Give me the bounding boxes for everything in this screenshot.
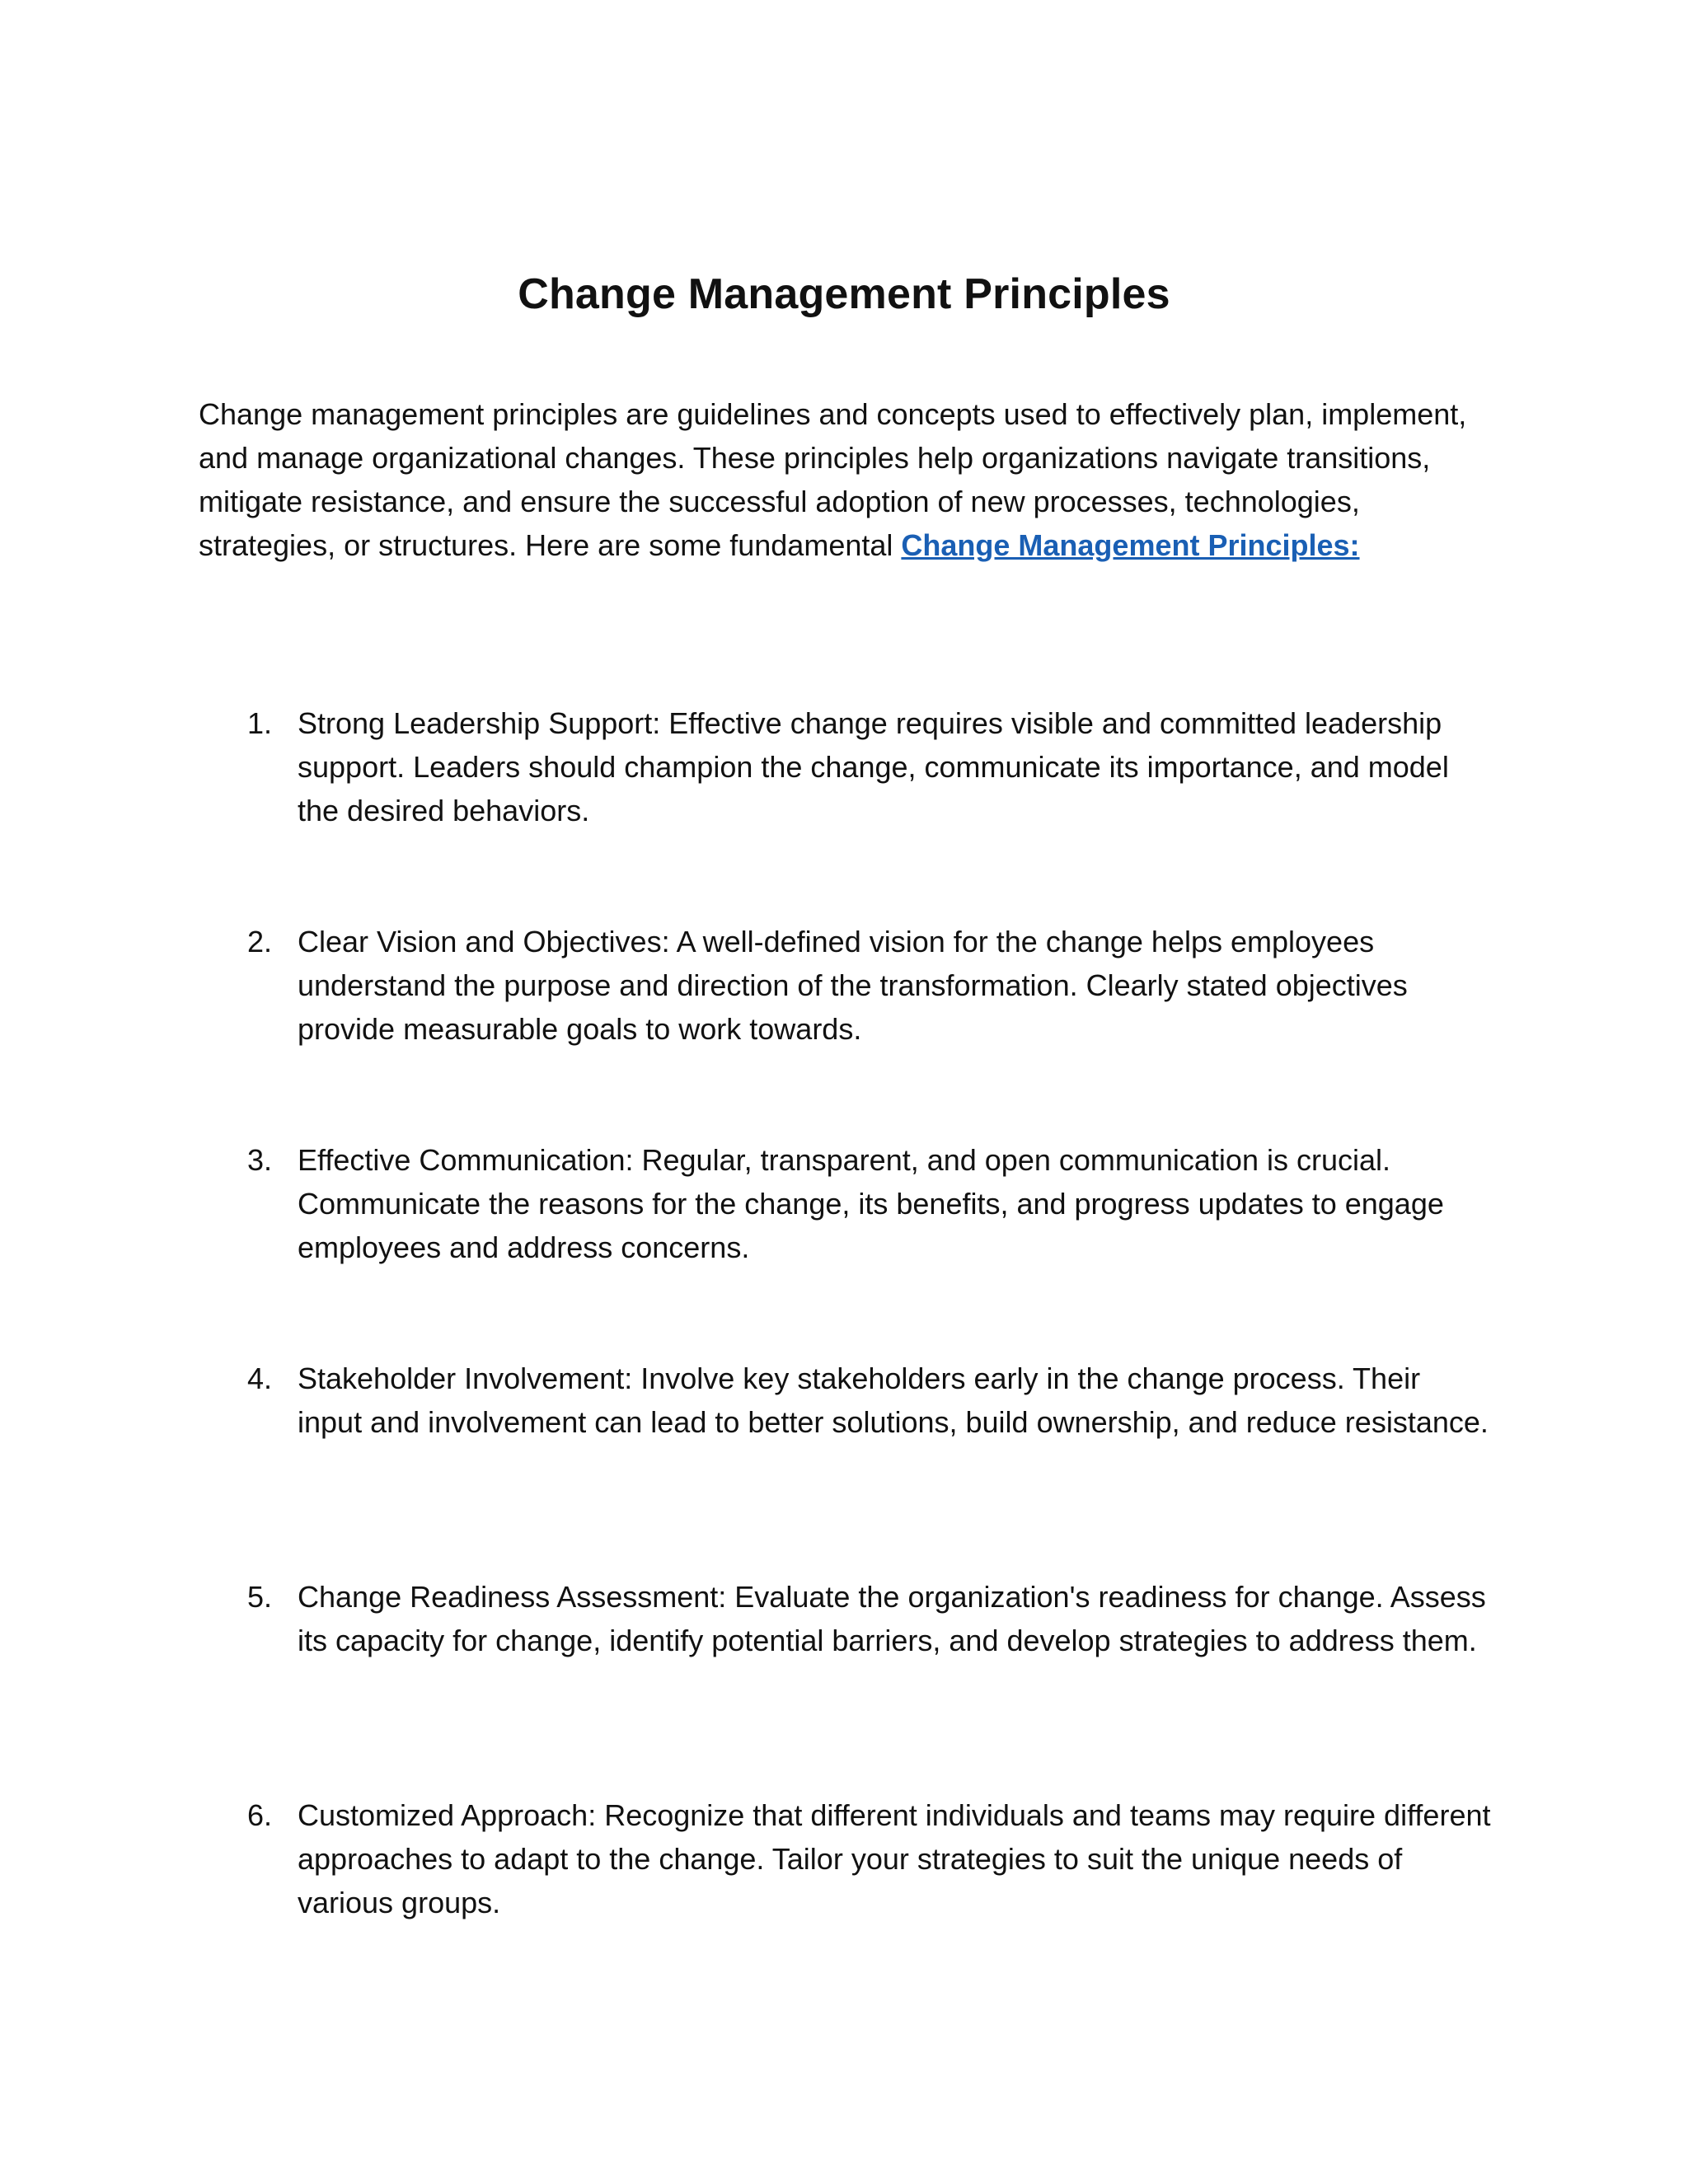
list-item-text: Strong Leadership Support: Effective change requires visible and committed leadership support. Leaders should champion the change, communicate its importance, and model the desired behaviors. [298,706,1449,827]
intro-paragraph [199,392,1484,567]
list-item-text: Stakeholder Involvement: Involve key stakeholders early in the change process. Their input and involvement can lead to better solutions, build ownership, and reduce resistance. [298,1361,1489,1439]
list-item-number: 3. [247,1143,273,1177]
list-item-text: Change Readiness Assessment: Evaluate the organization's readiness for change. Assess its capacity for change, identify potential barriers, and develop strategies to address them. [298,1580,1486,1657]
page-title: Change Management Principles [518,270,1170,318]
list-item-number: 1. [247,706,273,740]
list-item-number: 4. [247,1361,273,1395]
list-item-text: Clear Vision and Objectives: A well-defined vision for the change helps employees understand the purpose and direction of the transformation. Clearly stated objectives provide measurable goals to work towards. [298,925,1408,1046]
list-item-text: Effective Communication: Regular, transparent, and open communication is crucial. Communicate the reasons for the change, its benefits, and progress updates to engage employees and address concerns. [298,1143,1444,1264]
list-item-number: 5. [247,1580,273,1614]
list-item-number: 2. [247,925,273,958]
intro-text: Change management principles are guidelines and concepts used to effectively plan, implement, and manage organizational changes. These principles help organizations navigate transitions, mitigate resistance, and ensure the successful adoption of new processes, technologies, strategies, or structures. Here are some fundamental [199,397,1467,562]
change-management-principles-link[interactable]: Change Management Principles: [901,528,1360,562]
list-item-number: 6. [247,1798,273,1832]
list-item-text: Customized Approach: Recognize that different individuals and teams may require different approaches to adapt to the change. Tailor your strategies to suit the unique needs of various groups. [298,1798,1491,1919]
